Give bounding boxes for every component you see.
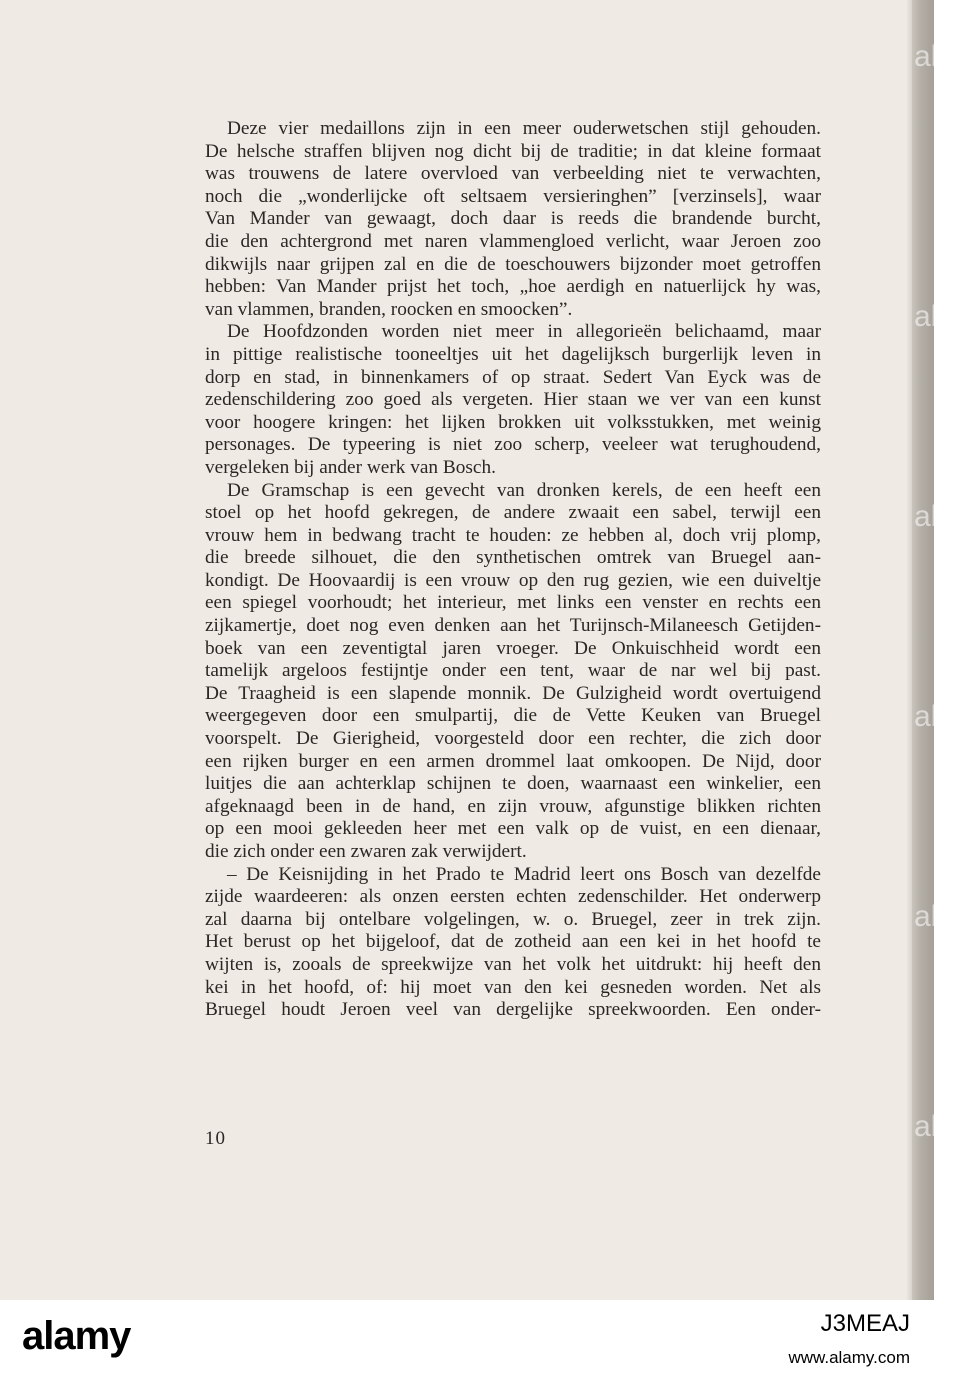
text-line: voorspelt. De Gierigheid, voorgesteld door een rechter, die zich door: [205, 728, 821, 750]
text-line: voor hoogere kringen: het lijken brokken uit volksstukken, met weinig: [205, 411, 821, 433]
paragraph: [205, 864, 821, 1022]
watermark-text: alam: [914, 300, 979, 333]
image-id: J3MEAJ: [820, 1310, 910, 1337]
watermark-text: alam: [914, 700, 979, 733]
text-line: stoel op het hoofd gekregen, de andere zwaait een sabel, terwijl een: [205, 502, 821, 524]
brand-logo: alamy: [22, 1314, 131, 1358]
text-line: Van Mander van gewaagt, doch daar is reeds die brandende burcht,: [205, 208, 821, 230]
text-line: dikwijls naar grijpen zal en die de toeschouwers bijzonder moet getroffen: [205, 253, 821, 275]
text-line: op een mooi gekleeden heer met een valk op de vuist, en een dienaar,: [205, 818, 821, 840]
text-line: Het berust op het bijgeloof, dat de zotheid aan een kei in het hoofd te: [205, 931, 821, 953]
text-line: – De Keisnijding in het Prado te Madrid leert ons Bosch van dezelfde: [227, 863, 821, 885]
text-line: zal daarna bij ontelbare volgelingen, w. o. Bruegel, zeer in trek zijn.: [205, 908, 821, 930]
text-line: luitjes die aan achterklap schijnen te doen, waarnaast een winkelier, een: [205, 773, 821, 795]
watermark-text: alam: [914, 500, 979, 533]
text-line: Bruegel houdt Jeroen veel van dergelijke spreekwoorden. Een onder-: [205, 999, 821, 1021]
text-line: in pittige realistische tooneeltjes uit het dagelijksch burgerlijk leven in: [205, 343, 821, 365]
text-line: kondigt. De Hoovaardij is een vrouw op den rug gezien, wie een duiveltje: [205, 569, 821, 591]
stock-footer: [0, 1300, 934, 1390]
text-line: boek van een zeventigtal jaren vroeger. De Onkuischheid wordt een: [205, 637, 821, 659]
text-line: een rijken burger en een armen drommel laat omkoopen. De Nijd, door: [205, 750, 821, 772]
text-line: afgeknaagd been in de hand, en zijn vrouw, afgunstige blikken richten: [205, 795, 821, 817]
text-line: weergegeven door een smulpartij, die de Vette Keuken van Bruegel: [205, 705, 821, 727]
text-line: De Traagheid is een slapende monnik. De Gulzigheid wordt overtuigend: [205, 682, 821, 704]
text-line: vrouw hem in bedwang tracht te houden: ze hebben al, doch vrij plomp,: [205, 524, 821, 546]
paragraph: [205, 118, 821, 321]
text-line: wijten is, zooals de spreekwijze van het volk het uitdrukt: hij heeft den: [205, 953, 821, 975]
watermark-text: alam: [914, 40, 979, 73]
text-line: vergeleken bij ander werk van Bosch.: [205, 456, 496, 478]
text-line: kei in het hoofd, of: hij moet van den kei gesneden worden. Net als: [205, 976, 821, 998]
paragraph: [205, 480, 821, 864]
text-line: die zich onder een zwaren zak verwijdert.: [205, 841, 527, 862]
text-line: zedenschildering zoo goed als vergeten. Hier staan we ver van een kunst: [205, 389, 821, 411]
page-number: 10: [205, 1128, 226, 1149]
text-line: die breede silhouet, die den synthetischen omtrek van Bruegel aan-: [205, 547, 821, 569]
text-line: zijkamertje, doet nog even denken aan het Turijnsch-Milaneesch Getijden-: [205, 615, 821, 637]
text-line: hebben: Van Mander prijst het toch, „hoe aerdigh en natuerlijck hy was,: [205, 276, 821, 298]
text-line: een spiegel voorhoudt; het interieur, met links een venster en rechts een: [205, 592, 821, 614]
text-line: De Hoofdzonden worden niet meer in allegorieën belichaamd, maar: [227, 321, 821, 343]
text-line: van vlammen, branden, roocken en smoocken”.: [205, 298, 573, 320]
text-line: De Gramschap is een gevecht van dronken kerels, de een heeft een: [227, 479, 821, 501]
text-line: dorp en stad, in binnenkamers of op straat. Sedert Van Eyck was de: [205, 366, 821, 388]
watermark-text: alam: [914, 1110, 979, 1143]
body-text: [205, 118, 821, 1022]
text-line: tamelijk argeloos festijntje onder een tent, waar de nar wel bij past.: [205, 660, 821, 682]
text-line: noch die „wonderlijcke oft seltsaem versieringhen” [verzinsels], waar: [205, 185, 821, 207]
paragraph: [205, 321, 821, 479]
text-line: personages. De typeering is niet zoo scherp, veeleer wat terughoudend,: [205, 434, 821, 456]
watermark-text: alam: [914, 900, 979, 933]
text-line: was trouwens de latere overvloed van verbeelding niet te verwachten,: [205, 163, 821, 185]
text-line: De helsche straffen blijven nog dicht bij de traditie; in dat kleine formaat: [205, 140, 821, 162]
text-line: zijde waardeeren: als onzen eersten echten zedenschilder. Het onderwerp: [205, 886, 821, 908]
text-line: Deze vier medaillons zijn in een meer ouderwetschen stijl gehouden.: [227, 118, 821, 139]
text-line: die den achtergrond met naren vlammengloed verlicht, waar Jeroen zoo: [205, 230, 821, 252]
footer-url: www.alamy.com: [788, 1348, 910, 1367]
